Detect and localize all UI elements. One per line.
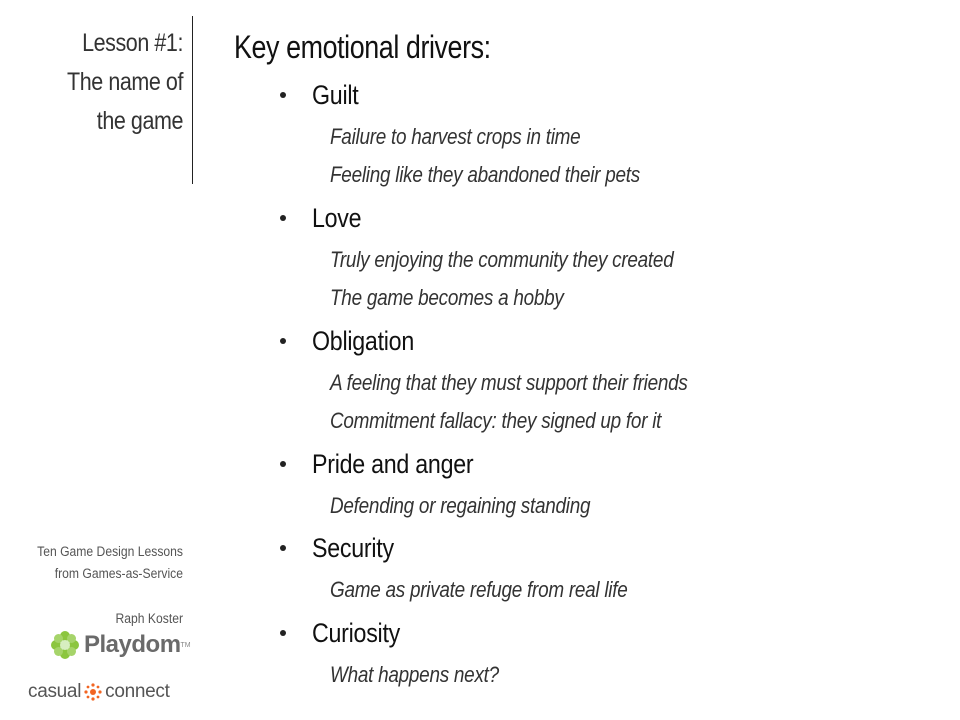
driver-label: Security <box>312 533 394 563</box>
casual-connect-logo <box>28 680 170 704</box>
bullet-icon <box>280 215 286 221</box>
driver-item-obligation <box>280 324 840 440</box>
author-name <box>3 608 183 630</box>
playdom-flower-icon <box>50 630 80 660</box>
vertical-divider <box>192 16 193 184</box>
driver-detail: Failure to harvest crops in time <box>330 124 581 149</box>
bullet-icon <box>280 461 286 467</box>
playdom-wordmark: Playdom <box>84 631 181 658</box>
driver-detail: Feeling like they abandoned their pets <box>330 162 640 187</box>
driver-item-love <box>280 201 840 317</box>
driver-detail: Truly enjoying the community they created <box>330 247 674 272</box>
bullet-icon <box>280 338 286 344</box>
bullet-icon <box>280 92 286 98</box>
talk-title-line: Ten Game Design Lessons <box>37 544 183 559</box>
driver-label: Obligation <box>312 326 414 356</box>
lesson-title-line: the game <box>96 107 183 135</box>
playdom-logo <box>50 628 191 662</box>
driver-detail: What happens next? <box>330 662 499 687</box>
driver-item-guilt <box>280 78 840 194</box>
author-name-text: Raph Koster <box>115 611 183 626</box>
driver-item-security <box>280 531 840 609</box>
driver-label: Curiosity <box>312 618 401 648</box>
driver-detail: The game becomes a hobby <box>330 285 564 310</box>
casual-connect-word-right: connect <box>105 681 170 702</box>
lesson-title-line: Lesson #1: <box>82 29 183 57</box>
driver-detail: Defending or regaining standing <box>330 493 591 518</box>
lesson-title <box>37 24 183 141</box>
casual-connect-word-left: casual <box>28 681 82 702</box>
driver-detail: A feeling that they must support their friends <box>330 370 688 395</box>
bullet-icon <box>280 630 286 636</box>
lesson-title-line: The name of <box>67 68 183 96</box>
trademark-mark: TM <box>180 641 191 649</box>
driver-detail: Commitment fallacy: they signed up for it <box>330 408 662 433</box>
driver-item-pride-and-anger <box>280 447 840 525</box>
casual-connect-sun-icon <box>84 683 102 701</box>
slide-heading: Key emotional drivers: <box>234 29 491 65</box>
driver-label: Pride and anger <box>312 449 474 479</box>
driver-label: Guilt <box>312 80 359 110</box>
driver-detail: Game as private refuge from real life <box>330 577 628 602</box>
talk-title-line: from Games-as-Service <box>54 566 183 581</box>
driver-label: Love <box>312 203 362 233</box>
driver-item-curiosity <box>280 616 840 694</box>
talk-title <box>3 541 183 585</box>
bullet-icon <box>280 545 286 551</box>
